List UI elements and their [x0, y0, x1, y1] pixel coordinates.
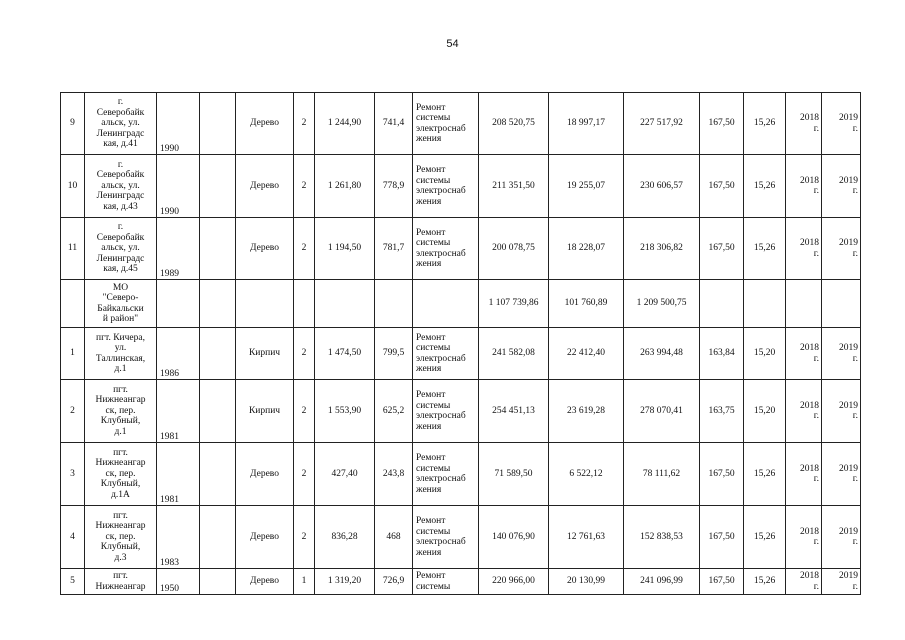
wall-material-cell: Дерево: [236, 443, 294, 506]
cost-cell-2: 22 412,40: [549, 328, 624, 380]
cost-total-cell: 152 838,53: [624, 506, 700, 569]
rate-cell-2: 15,26: [744, 443, 786, 506]
work-type-cell: Ремонт системы электроснаб жения: [413, 328, 479, 380]
year-built-cell: 1981: [157, 443, 200, 506]
floors-cell: 2: [294, 380, 315, 443]
empty-cell: [200, 380, 236, 443]
rate-cell-2: 15,20: [744, 328, 786, 380]
floors-cell: 2: [294, 506, 315, 569]
start-year-cell: 2018 г.: [786, 443, 822, 506]
floors-cell: [294, 280, 315, 328]
table-row: [61, 506, 861, 569]
living-area-cell: 468: [375, 506, 413, 569]
year-built-cell: 1950: [157, 569, 200, 595]
living-area-cell: 726,9: [375, 569, 413, 595]
cost-cell-1: 220 966,00: [479, 569, 549, 595]
table-row: [61, 443, 861, 506]
empty-cell: [200, 328, 236, 380]
rate-cell-1: 167,50: [700, 218, 744, 280]
start-year-cell: 2018 г.: [786, 218, 822, 280]
cost-cell-2: 18 997,17: [549, 93, 624, 155]
cost-total-cell: 230 606,57: [624, 155, 700, 218]
living-area-cell: 243,8: [375, 443, 413, 506]
empty-cell: [200, 155, 236, 218]
total-area-cell: 1 553,90: [315, 380, 375, 443]
start-year-cell: [786, 280, 822, 328]
end-year-cell: [822, 280, 861, 328]
cost-cell-1: 200 078,75: [479, 218, 549, 280]
start-year-cell: 2018 г.: [786, 93, 822, 155]
year-built-cell: 1990: [157, 93, 200, 155]
rate-cell-2: 15,26: [744, 569, 786, 595]
work-type-cell: Ремонт системы электроснаб жения: [413, 506, 479, 569]
empty-cell: [200, 218, 236, 280]
start-year-cell: 2018 г.: [786, 569, 822, 595]
cost-cell-2: 6 522,12: [549, 443, 624, 506]
floors-cell: 1: [294, 569, 315, 595]
cost-cell-2: 23 619,28: [549, 380, 624, 443]
end-year-cell: 2019 г.: [822, 569, 861, 595]
table-row: [61, 569, 861, 595]
year-built-cell: 1983: [157, 506, 200, 569]
wall-material-cell: Дерево: [236, 218, 294, 280]
table-row: [61, 218, 861, 280]
repair-table: [60, 92, 861, 595]
address-cell: пгт. Нижнеангар: [85, 569, 157, 595]
total-area-cell: 1 474,50: [315, 328, 375, 380]
end-year-cell: 2019 г.: [822, 506, 861, 569]
rate-cell-1: 163,84: [700, 328, 744, 380]
rate-cell-2: 15,26: [744, 506, 786, 569]
rate-cell-1: 167,50: [700, 443, 744, 506]
address-cell: г. Северобайк альск, ул. Ленинградс кая, д.45: [85, 218, 157, 280]
living-area-cell: 625,2: [375, 380, 413, 443]
living-area-cell: 781,7: [375, 218, 413, 280]
cost-total-cell: 78 111,62: [624, 443, 700, 506]
wall-material-cell: Дерево: [236, 569, 294, 595]
floors-cell: 2: [294, 443, 315, 506]
table-row: [61, 93, 861, 155]
year-built-cell: 1981: [157, 380, 200, 443]
empty-cell: [200, 280, 236, 328]
row-number-cell: 10: [61, 155, 85, 218]
wall-material-cell: Дерево: [236, 93, 294, 155]
year-built-cell: 1986: [157, 328, 200, 380]
work-type-cell: Ремонт системы: [413, 569, 479, 595]
cost-total-cell: 241 096,99: [624, 569, 700, 595]
cost-cell-1: 1 107 739,86: [479, 280, 549, 328]
total-area-cell: 836,28: [315, 506, 375, 569]
year-built-cell: 1990: [157, 155, 200, 218]
row-number-cell: 1: [61, 328, 85, 380]
total-area-cell: 1 244,90: [315, 93, 375, 155]
living-area-cell: 778,9: [375, 155, 413, 218]
end-year-cell: 2019 г.: [822, 155, 861, 218]
start-year-cell: 2018 г.: [786, 380, 822, 443]
total-area-cell: 427,40: [315, 443, 375, 506]
cost-total-cell: 278 070,41: [624, 380, 700, 443]
table-row: [61, 328, 861, 380]
cost-cell-2: 19 255,07: [549, 155, 624, 218]
rate-cell-2: 15,26: [744, 218, 786, 280]
floors-cell: 2: [294, 93, 315, 155]
cost-total-cell: 227 517,92: [624, 93, 700, 155]
address-cell: пгт. Нижнеангар ск, пер. Клубный, д.3: [85, 506, 157, 569]
address-cell: г. Северобайк альск, ул. Ленинградс кая, д.43: [85, 155, 157, 218]
row-number-cell: 3: [61, 443, 85, 506]
wall-material-cell: Кирпич: [236, 328, 294, 380]
cost-cell-2: 12 761,63: [549, 506, 624, 569]
cost-cell-1: 211 351,50: [479, 155, 549, 218]
year-built-cell: [157, 280, 200, 328]
page-number: 54: [446, 38, 459, 50]
rate-cell-2: 15,26: [744, 155, 786, 218]
work-type-cell: [413, 280, 479, 328]
rate-cell-1: 167,50: [700, 506, 744, 569]
living-area-cell: 799,5: [375, 328, 413, 380]
rate-cell-1: [700, 280, 744, 328]
floors-cell: 2: [294, 328, 315, 380]
table-row: [61, 155, 861, 218]
end-year-cell: 2019 г.: [822, 218, 861, 280]
end-year-cell: 2019 г.: [822, 443, 861, 506]
end-year-cell: 2019 г.: [822, 380, 861, 443]
row-number-cell: 4: [61, 506, 85, 569]
living-area-cell: [375, 280, 413, 328]
start-year-cell: 2018 г.: [786, 328, 822, 380]
work-type-cell: Ремонт системы электроснаб жения: [413, 93, 479, 155]
end-year-cell: 2019 г.: [822, 328, 861, 380]
wall-material-cell: Дерево: [236, 506, 294, 569]
address-cell: МО "Северо- Байкальски й район": [85, 280, 157, 328]
rate-cell-1: 167,50: [700, 93, 744, 155]
rate-cell-2: [744, 280, 786, 328]
cost-cell-2: 18 228,07: [549, 218, 624, 280]
empty-cell: [200, 443, 236, 506]
cost-cell-1: 140 076,90: [479, 506, 549, 569]
empty-cell: [200, 506, 236, 569]
wall-material-cell: Дерево: [236, 155, 294, 218]
row-number-cell: [61, 280, 85, 328]
floors-cell: 2: [294, 155, 315, 218]
rate-cell-2: 15,26: [744, 93, 786, 155]
address-cell: пгт. Кичера, ул. Таллинская, д.1: [85, 328, 157, 380]
row-number-cell: 9: [61, 93, 85, 155]
end-year-cell: 2019 г.: [822, 93, 861, 155]
total-area-cell: 1 261,80: [315, 155, 375, 218]
total-area-cell: [315, 280, 375, 328]
work-type-cell: Ремонт системы электроснаб жения: [413, 443, 479, 506]
total-area-cell: 1 194,50: [315, 218, 375, 280]
rate-cell-1: 167,50: [700, 155, 744, 218]
cost-cell-1: 241 582,08: [479, 328, 549, 380]
empty-cell: [200, 569, 236, 595]
wall-material-cell: Кирпич: [236, 380, 294, 443]
floors-cell: 2: [294, 218, 315, 280]
cost-total-cell: 218 306,82: [624, 218, 700, 280]
work-type-cell: Ремонт системы электроснаб жения: [413, 218, 479, 280]
address-cell: пгт. Нижнеангар ск, пер. Клубный, д.1: [85, 380, 157, 443]
cost-cell-1: 254 451,13: [479, 380, 549, 443]
table-row: [61, 380, 861, 443]
row-number-cell: 11: [61, 218, 85, 280]
cost-cell-2: 101 760,89: [549, 280, 624, 328]
cost-total-cell: 1 209 500,75: [624, 280, 700, 328]
year-built-cell: 1989: [157, 218, 200, 280]
empty-cell: [200, 93, 236, 155]
start-year-cell: 2018 г.: [786, 155, 822, 218]
work-type-cell: Ремонт системы электроснаб жения: [413, 155, 479, 218]
row-number-cell: 5: [61, 569, 85, 595]
cost-cell-2: 20 130,99: [549, 569, 624, 595]
address-cell: г. Северобайк альск, ул. Ленинградс кая, д.41: [85, 93, 157, 155]
cost-total-cell: 263 994,48: [624, 328, 700, 380]
cost-cell-1: 71 589,50: [479, 443, 549, 506]
address-cell: пгт. Нижнеангар ск, пер. Клубный, д.1А: [85, 443, 157, 506]
cost-cell-1: 208 520,75: [479, 93, 549, 155]
row-number-cell: 2: [61, 380, 85, 443]
wall-material-cell: [236, 280, 294, 328]
work-type-cell: Ремонт системы электроснаб жения: [413, 380, 479, 443]
municipality-row: [61, 280, 861, 328]
rate-cell-2: 15,20: [744, 380, 786, 443]
rate-cell-1: 167,50: [700, 569, 744, 595]
living-area-cell: 741,4: [375, 93, 413, 155]
start-year-cell: 2018 г.: [786, 506, 822, 569]
rate-cell-1: 163,75: [700, 380, 744, 443]
total-area-cell: 1 319,20: [315, 569, 375, 595]
